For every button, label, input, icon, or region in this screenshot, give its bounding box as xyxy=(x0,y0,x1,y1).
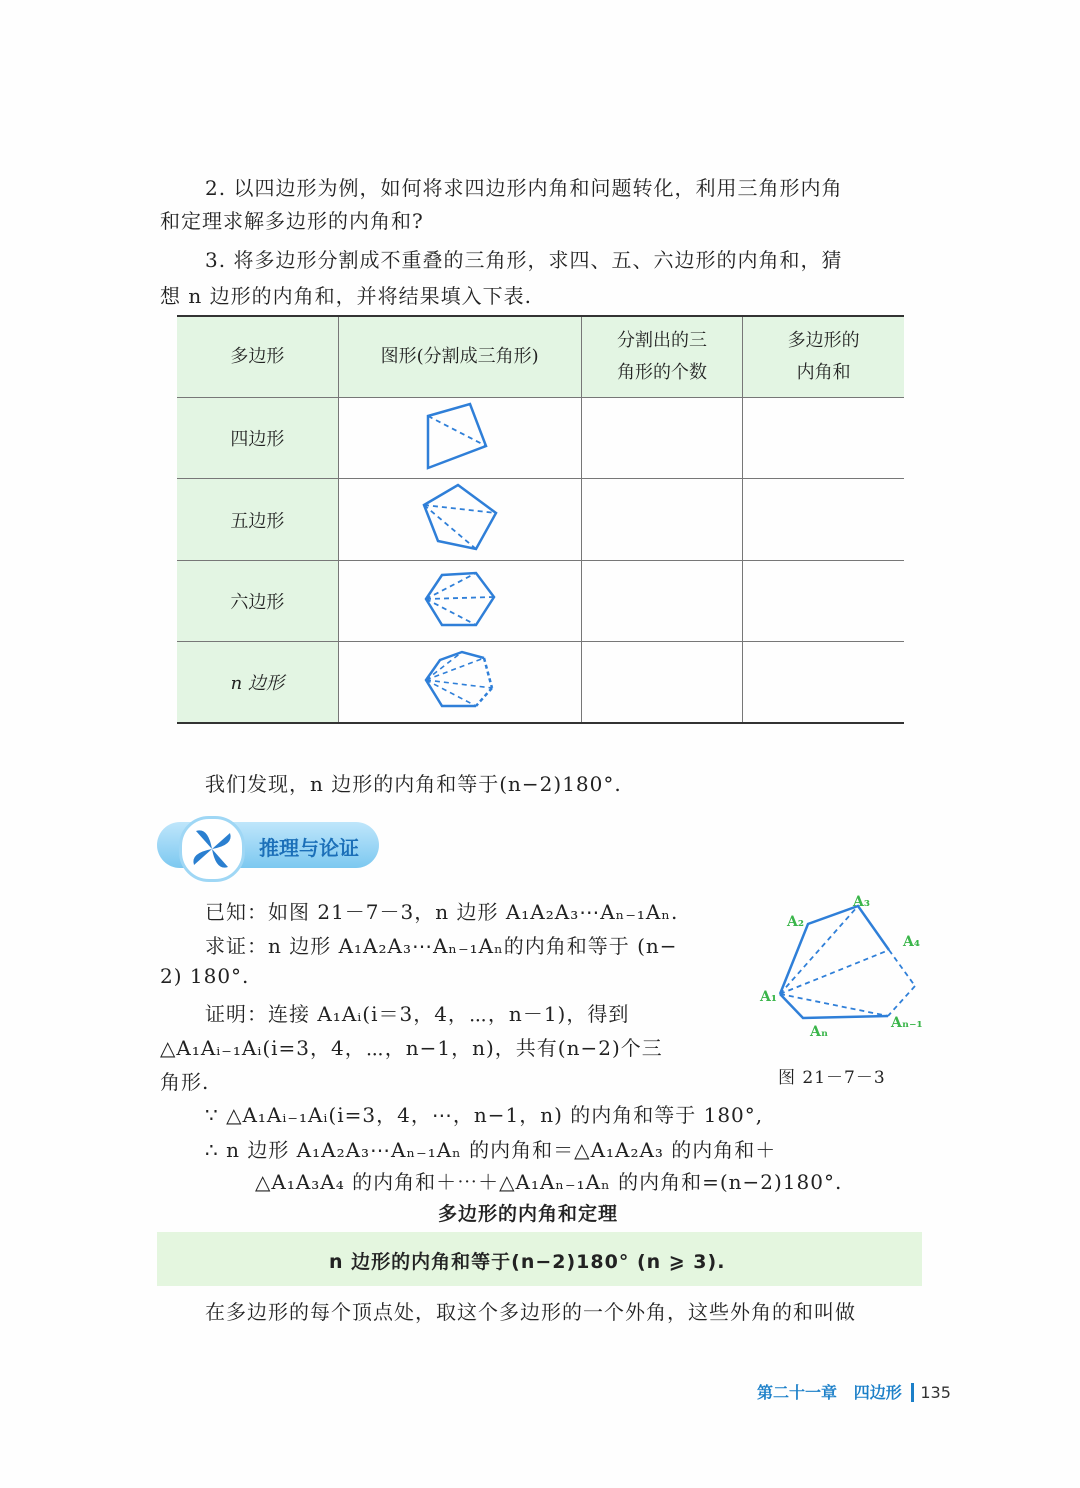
header-triangle-count: 分割出的三 角形的个数 xyxy=(581,316,743,398)
question-3-line1: 3. 将多边形分割成不重叠的三角形，求四、五、六边形的内角和，猜 xyxy=(205,248,843,272)
proof-to-prove: 求证：n 边形 A₁A₂A₃⋯Aₙ₋₁Aₙ的内角和等于 (n− xyxy=(205,934,678,958)
theorem-title: 多边形的内角和定理 xyxy=(438,1203,619,1225)
polygon-table xyxy=(177,315,904,724)
question-2-line2: 和定理求解多边形的内角和? xyxy=(160,209,424,233)
vertex-label: A₁ xyxy=(760,989,777,1005)
theorem-text: n 边形的内角和等于(n−2)180° (n ⩾ 3). xyxy=(329,1251,726,1273)
proof-therefore-cont: △A₁A₃A₄ 的内角和＋⋯＋△A₁Aₙ₋₁Aₙ 的内角和=(n−2)180°. xyxy=(255,1170,843,1194)
vertex-label: Aₙ₋₁ xyxy=(891,1015,923,1031)
page-number: 135 xyxy=(920,1383,951,1402)
header-figure: 图形(分割成三角形) xyxy=(338,316,581,398)
footer-section: 四边形 xyxy=(853,1383,902,1402)
row-label: n 边形 xyxy=(177,642,338,724)
table-row xyxy=(177,642,904,724)
question-3-line2: 想 n 边形的内角和，并将结果填入下表. xyxy=(160,284,532,308)
proof-line: 角形. xyxy=(160,1070,210,1094)
pinwheel-icon xyxy=(179,816,245,882)
finding-text: 我们发现，n 边形的内角和等于(n−2)180°. xyxy=(205,772,622,796)
answer-cell[interactable] xyxy=(581,561,743,642)
row-label: 五边形 xyxy=(177,479,338,561)
hexagon-figure xyxy=(338,561,581,642)
table-row xyxy=(177,398,904,479)
page-footer xyxy=(757,1380,951,1403)
header-angle-sum: 多边形的 内角和 xyxy=(743,316,904,398)
quadrilateral-figure xyxy=(338,398,581,479)
table-row xyxy=(177,479,904,561)
figure-caption: 图 21－7－3 xyxy=(778,1068,886,1088)
answer-cell[interactable] xyxy=(581,479,743,561)
pentagon-figure xyxy=(338,479,581,561)
n-gon-figure xyxy=(338,642,581,724)
continuation-text: 在多边形的每个顶点处，取这个多边形的一个外角，这些外角的和叫做 xyxy=(205,1300,856,1324)
proof-given: 已知：如图 21－7－3，n 边形 A₁A₂A₃⋯Aₙ₋₁Aₙ. xyxy=(205,900,679,924)
answer-cell[interactable] xyxy=(743,479,904,561)
row-label: 六边形 xyxy=(177,561,338,642)
proof-because: ∵ △A₁Aᵢ₋₁Aᵢ(i=3，4，⋯，n−1，n) 的内角和等于 180°, xyxy=(205,1103,764,1127)
proof-to-prove-cont: 2) 180°. xyxy=(160,964,250,988)
banner-title: 推理与论证 xyxy=(259,836,359,860)
vertex-label: A₂ xyxy=(787,914,804,930)
vertex-label: A₃ xyxy=(853,894,870,910)
theorem-box xyxy=(157,1232,922,1286)
proof-therefore: ∴ n 边形 A₁A₂A₃⋯Aₙ₋₁Aₙ 的内角和＝△A₁A₂A₃ 的内角和＋ xyxy=(205,1138,777,1162)
answer-cell[interactable] xyxy=(743,398,904,479)
vertex-label: Aₙ xyxy=(810,1024,829,1040)
vertex-label: A₄ xyxy=(903,934,920,950)
proof-line: △A₁Aᵢ₋₁Aᵢ(i=3，4，⋯，n−1，n)，共有(n−2)个三 xyxy=(160,1036,663,1060)
answer-cell[interactable] xyxy=(743,561,904,642)
question-2-line1: 2. 以四边形为例，如何将求四边形内角和问题转化，利用三角形内角 xyxy=(205,176,843,200)
answer-cell[interactable] xyxy=(581,398,743,479)
answer-cell[interactable] xyxy=(581,642,743,724)
row-label: 四边形 xyxy=(177,398,338,479)
section-banner xyxy=(157,822,379,868)
polygon-figure-21-7-3 xyxy=(755,890,930,1050)
header-polygon: 多边形 xyxy=(177,316,338,398)
table-row xyxy=(177,561,904,642)
footer-chapter: 第二十一章 xyxy=(757,1383,838,1402)
proof-line: 证明：连接 A₁Aᵢ(i＝3，4，⋯，n－1)，得到 xyxy=(205,1002,630,1026)
answer-cell[interactable] xyxy=(743,642,904,724)
